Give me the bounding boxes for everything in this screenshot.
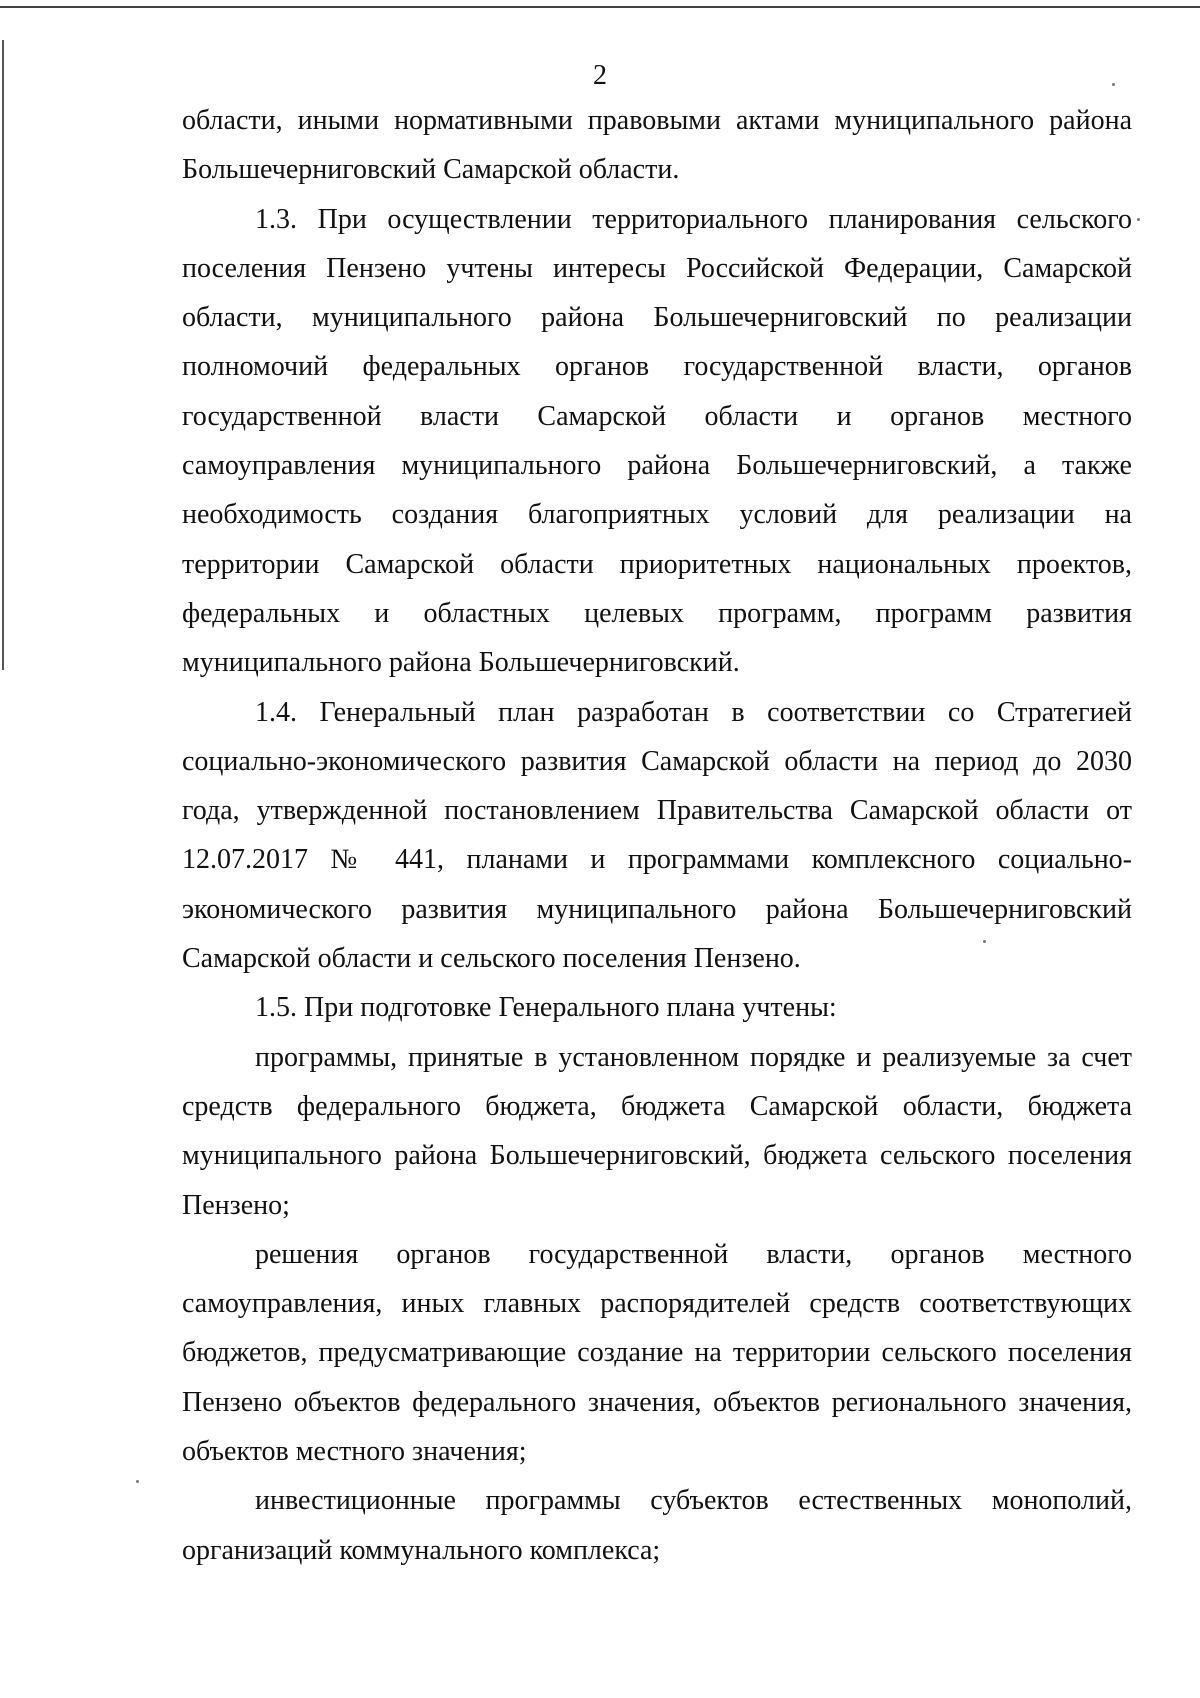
list-item-programs: программы, принятые в установленном порядке и реализуемые за счет средств федерального бюджета, бюджета Самарской области, бюджета муниципального района Большечерниговский, бюджета сельского поселения Пензено;: [182, 1041, 1132, 1221]
scan-left-border: [2, 40, 4, 670]
scan-top-border: [0, 6, 1200, 8]
list-item-decisions: решения органов государственной власти, органов местного самоуправления, иных главных распорядителей средств соответствующих бюджетов, предусматривающие создание на территории сельского поселения Пензено объектов федерального значения, объектов регионального значения, объектов местного значения;: [182, 1238, 1132, 1468]
paragraph-1-3: 1.3. При осуществлении территориального планирования сельского поселения Пензено учтены интересы Российской Федерации, Самарской области, муниципального района Большечерниговский по реализации полномочий федеральных органов государственной власти, органов государственной власти Самарской области и органов местного самоуправления муниципального района Большечерниговский, а также необходимость создания благоприятных условий для реализации на территории Самарской области приоритетных национальных проектов, федеральных и областных целевых программ, программ развития муниципального района Большечерниговский.: [182, 203, 1132, 679]
page-number: 2: [593, 60, 607, 91]
scan-speck: [136, 1480, 139, 1483]
scan-speck: [1137, 218, 1140, 221]
scan-speck: [1112, 83, 1115, 86]
paragraph-1-4: 1.4. Генеральный план разработан в соответствии со Стратегией социально-экономического развития Самарской области на период до 2030 года, утвержденной постановлением Правительства Самарской области от 12.07.2017 № 441, планами и программами комплексного социально-экономического развития муниципального района Большечерниговский Самарской области и сельского поселения Пензено.: [182, 696, 1132, 975]
scan-speck: [983, 940, 986, 943]
paragraph-continuation: области, иными нормативными правовыми актами муниципального района Большечерниговский Самарской области.: [182, 105, 1132, 186]
paragraph-1-5: 1.5. При подготовке Генерального плана учтены:: [255, 992, 837, 1024]
list-item-investment-programs: инвестиционные программы субъектов естественных монополий, организаций коммунального комплекса;: [182, 1485, 1132, 1566]
document-body: [182, 96, 1132, 1575]
